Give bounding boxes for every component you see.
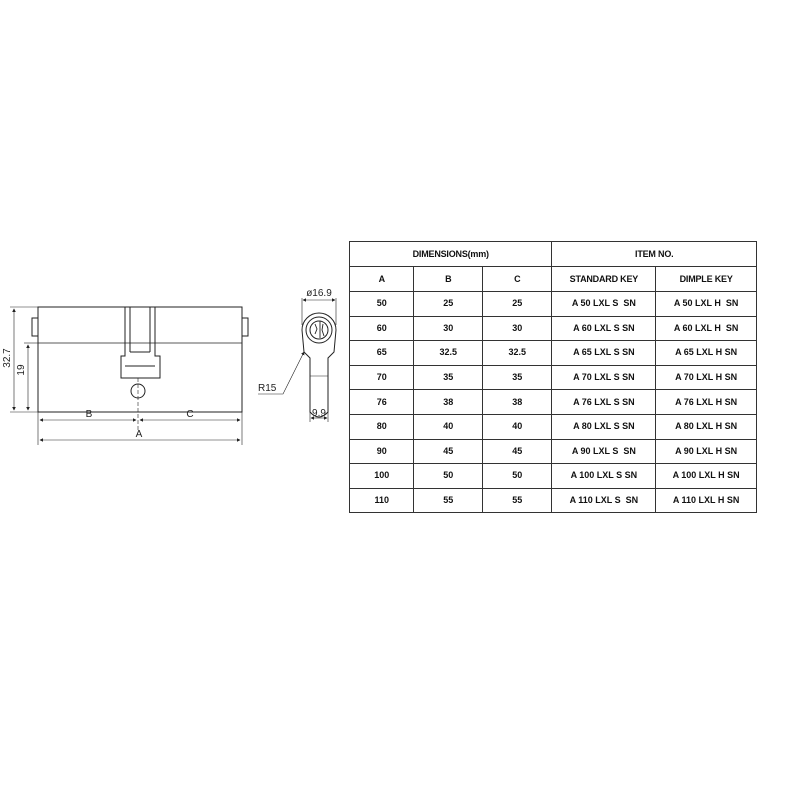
cell-c: 30: [482, 316, 552, 341]
col-header-c: C: [482, 267, 552, 292]
cell-a: 50: [350, 292, 414, 317]
cell-standard-key: A 100 LXL S SN: [552, 464, 656, 489]
cell-a: 100: [350, 464, 414, 489]
cell-c: 32.5: [482, 341, 552, 366]
cell-standard-key: A 70 LXL S SN: [552, 365, 656, 390]
cell-c: 38: [482, 390, 552, 415]
column-header-row: [350, 267, 757, 292]
table-row: [350, 341, 757, 366]
cell-a: 90: [350, 439, 414, 464]
col-header-a: A: [350, 267, 414, 292]
cell-dimple-key: A 65 LXL H SN: [656, 341, 757, 366]
cell-c: 25: [482, 292, 552, 317]
cell-dimple-key: A 76 LXL H SN: [656, 390, 757, 415]
cell-a: 80: [350, 414, 414, 439]
cell-b: 40: [414, 414, 483, 439]
cell-c: 50: [482, 464, 552, 489]
cell-b: 50: [414, 464, 483, 489]
side-profile: [302, 313, 336, 417]
cell-standard-key: A 110 LXL S SN: [552, 488, 656, 513]
col-header-dimple-key: DIMPLE KEY: [656, 267, 757, 292]
cell-b: 25: [414, 292, 483, 317]
cam-width-label: 9.9: [312, 408, 326, 419]
cell-standard-key: A 65 LXL S SN: [552, 341, 656, 366]
cell-standard-key: A 76 LXL S SN: [552, 390, 656, 415]
cell-dimple-key: A 80 LXL H SN: [656, 414, 757, 439]
cell-a: 60: [350, 316, 414, 341]
dimensions-header: DIMENSIONS(mm): [350, 242, 552, 267]
cell-b: 45: [414, 439, 483, 464]
keyway-icon: [315, 321, 324, 338]
cell-b: 55: [414, 488, 483, 513]
cam-slot: [121, 307, 160, 378]
diameter-label: ø16.9: [306, 288, 332, 299]
right-plug: [242, 318, 248, 336]
cell-a: 76: [350, 390, 414, 415]
cell-c: 55: [482, 488, 552, 513]
table-row: [350, 439, 757, 464]
specification-table: [349, 241, 757, 513]
cell-standard-key: A 60 LXL S SN: [552, 316, 656, 341]
radius-label: R15: [258, 383, 277, 394]
height-inner-label: 19: [16, 364, 27, 376]
cell-b: 32.5: [414, 341, 483, 366]
table-row: [350, 365, 757, 390]
cell-dimple-key: A 100 LXL H SN: [656, 464, 757, 489]
cell-c: 40: [482, 414, 552, 439]
cell-c: 45: [482, 439, 552, 464]
cell-b: 38: [414, 390, 483, 415]
label-a: A: [135, 429, 143, 440]
cell-dimple-key: A 110 LXL H SN: [656, 488, 757, 513]
height-outer-label: 32.7: [2, 348, 13, 368]
table-row: [350, 488, 757, 513]
col-header-b: B: [414, 267, 483, 292]
cell-standard-key: A 90 LXL S SN: [552, 439, 656, 464]
cell-a: 65: [350, 341, 414, 366]
item-no-header: ITEM NO.: [552, 242, 757, 267]
cell-c: 35: [482, 365, 552, 390]
group-header-row: [350, 242, 757, 267]
left-plug: [32, 318, 38, 336]
table-body: [350, 292, 757, 513]
label-c: C: [186, 409, 194, 420]
cylinder-body: [38, 307, 242, 412]
table-row: [350, 390, 757, 415]
front-view: [10, 307, 248, 445]
cell-dimple-key: A 50 LXL H SN: [656, 292, 757, 317]
cell-dimple-key: A 60 LXL H SN: [656, 316, 757, 341]
cell-a: 110: [350, 488, 414, 513]
table-row: [350, 414, 757, 439]
table-row: [350, 292, 757, 317]
cell-b: 30: [414, 316, 483, 341]
table-row: [350, 464, 757, 489]
cell-standard-key: A 50 LXL S SN: [552, 292, 656, 317]
cell-dimple-key: A 70 LXL H SN: [656, 365, 757, 390]
cell-a: 70: [350, 365, 414, 390]
cell-standard-key: A 80 LXL S SN: [552, 414, 656, 439]
cell-dimple-key: A 90 LXL H SN: [656, 439, 757, 464]
table-row: [350, 316, 757, 341]
cell-b: 35: [414, 365, 483, 390]
label-b: B: [85, 409, 93, 420]
side-view: [258, 298, 336, 422]
col-header-standard-key: STANDARD KEY: [552, 267, 656, 292]
